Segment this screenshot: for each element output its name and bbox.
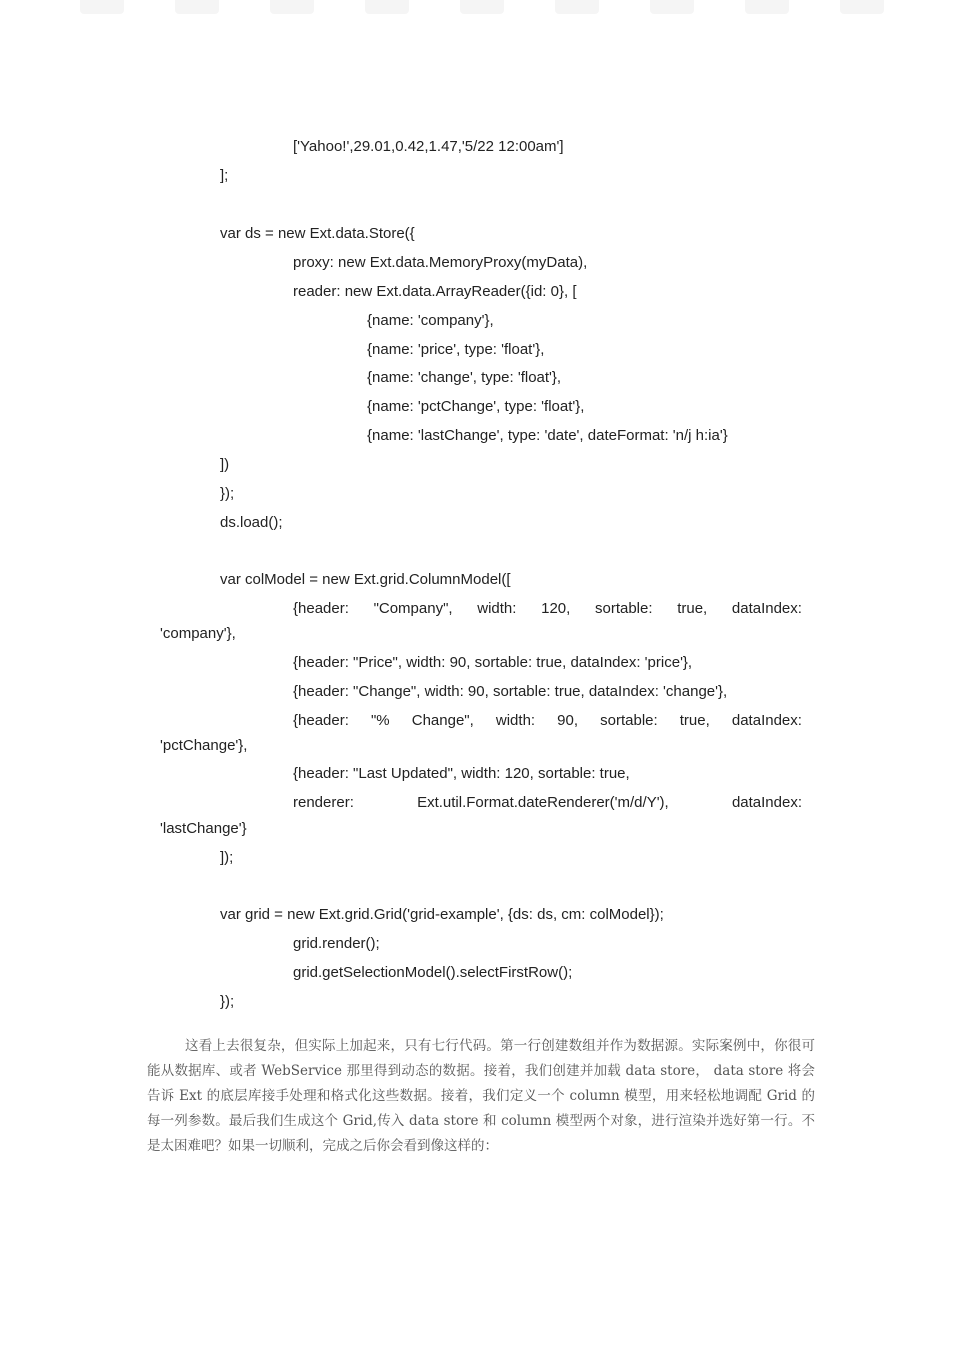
code-token: width: [477, 600, 517, 617]
code-token: dataIndex: [731, 712, 802, 729]
code-token: 90, [557, 712, 579, 729]
code-token: sortable: [600, 712, 658, 729]
watermark [840, 0, 884, 14]
code-line: {name: 'pctChange', type: 'float'}, [367, 398, 585, 415]
code-token: renderer: [293, 794, 354, 811]
code-line: {header: "Last Updated", width: 120, sortable: true, [293, 765, 630, 782]
code-line: reader: new Ext.data.ArrayReader({id: 0}, [ [293, 283, 577, 300]
code-line: }); [220, 993, 235, 1010]
code-line-justified [293, 793, 802, 813]
code-line: ]) [220, 456, 230, 473]
code-line: ]); [220, 849, 234, 866]
code-line-justified [293, 711, 802, 731]
code-line: var grid = new Ext.grid.Grid('grid-example', {ds: ds, cm: colModel}); [220, 906, 664, 923]
code-line: {name: 'change', type: 'float'}, [367, 369, 562, 386]
code-line: }); [220, 485, 235, 502]
watermark [460, 0, 504, 14]
code-token: true, [679, 712, 710, 729]
code-line-justified [293, 599, 802, 619]
code-token: width: [495, 712, 536, 729]
code-token: sortable: [594, 600, 653, 617]
code-line: ['Yahoo!',29.01,0.42,1.47,'5/22 12:00am'] [293, 138, 564, 155]
code-line: var colModel = new Ext.grid.ColumnModel([ [220, 571, 511, 588]
code-token: "% [370, 712, 390, 729]
code-line: grid.getSelectionModel().selectFirstRow(); [293, 964, 573, 981]
watermark [365, 0, 409, 14]
code-line: {header: "Price", width: 90, sortable: true, dataIndex: 'price'}, [293, 654, 693, 671]
watermark [555, 0, 599, 14]
code-line: ds.load(); [220, 514, 283, 531]
code-line: proxy: new Ext.data.MemoryProxy(myData), [293, 254, 588, 271]
code-line: ]; [220, 167, 229, 184]
code-token: {header: [293, 600, 349, 617]
code-line: 'company'}, [160, 625, 236, 642]
code-line: {name: 'lastChange', type: 'date', dateFormat: 'n/j h:ia'} [367, 427, 728, 444]
code-token: Change", [411, 712, 474, 729]
watermark [270, 0, 314, 14]
code-token: dataIndex: [731, 794, 802, 811]
code-token: Ext.util.Format.dateRenderer('m/d/Y'), [417, 794, 669, 811]
watermark [650, 0, 694, 14]
code-token: 120, [541, 600, 571, 617]
code-line: 'pctChange'}, [160, 737, 248, 754]
code-token: {header: [293, 712, 349, 729]
code-line: 'lastChange'} [160, 820, 247, 837]
code-line: grid.render(); [293, 935, 380, 952]
code-token: dataIndex: [731, 600, 802, 617]
code-line: {header: "Change", width: 90, sortable: true, dataIndex: 'change'}, [293, 683, 728, 700]
code-token: true, [677, 600, 708, 617]
watermark [175, 0, 219, 14]
watermark [745, 0, 789, 14]
code-line: {name: 'price', type: 'float'}, [367, 341, 545, 358]
explanation-paragraph: 这看上去很复杂，但实际上加起来，只有七行代码。第一行创建数组并作为数据源。实际案例中，你很可能从数据库、或者 WebService 那里得到动态的数据。接着，我们创建并加载 data store， data store 将会告诉 Ext 的底层库接手处理和格式化这些数据。接着，我们定义一个 column 模型，用来轻松地调配 Grid 的每一列参数。最后我们生成这个 Grid,传入 data store 和 column 模型两个对象，进行渲染并选好第一行。不是太困难吧？如果一切顺利，完成之后你会看到像这样的： [147, 1038, 815, 1154]
code-line: var ds = new Ext.data.Store({ [220, 225, 415, 242]
watermark [80, 0, 124, 14]
code-line: {name: 'company'}, [367, 312, 494, 329]
code-token: "Company", [373, 600, 453, 617]
